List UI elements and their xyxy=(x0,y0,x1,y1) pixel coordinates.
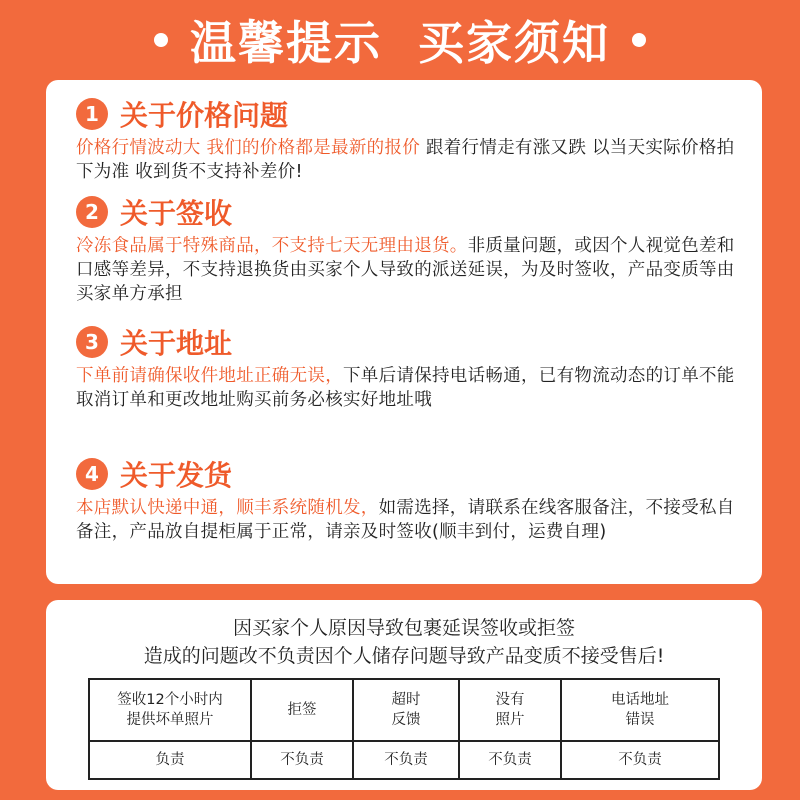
bullet-dot-icon xyxy=(154,33,168,47)
section-signing xyxy=(76,192,746,306)
notice-line-1: 因买家个人原因导致包裹延误签收或拒签 xyxy=(232,617,575,639)
section-price xyxy=(76,94,746,184)
table-row xyxy=(89,741,719,779)
section-text: 下单后请保持电话畅通，已有物流动态的订单不能取消订单和更改地址购买前务必核实好地址哦 xyxy=(76,366,735,410)
table-header-cell: 超时 反馈 xyxy=(353,679,459,741)
number-badge: 3 xyxy=(76,326,108,358)
section-text: 非质量问题，或因个人视觉色差和口感等差异，不支持退换货由买家个人导致的派送延误，为及时签收，产品变质等由买家单方承担 xyxy=(76,236,735,304)
section-body xyxy=(76,136,746,184)
section-body xyxy=(76,496,746,544)
table-cell: 不负责 xyxy=(251,741,353,779)
table-header-cell: 签收12个小时内 提供坏单照片 xyxy=(89,679,251,741)
number-badge: 4 xyxy=(76,458,108,490)
section-address xyxy=(76,322,746,412)
after-sales-card xyxy=(46,600,762,790)
number-badge: 1 xyxy=(76,98,108,130)
table-header-cell: 电话地址 错误 xyxy=(561,679,719,741)
section-highlight-text: 下单前请确保收件地址正确无误， xyxy=(76,366,343,386)
section-title: 关于签收 xyxy=(120,197,233,230)
table-header-cell: 没有 照片 xyxy=(459,679,561,741)
section-shipping xyxy=(76,454,746,544)
section-title: 关于发货 xyxy=(120,459,233,492)
notice-line-2: 造成的问题改不负责因个人储存问题导致产品变质不接受售后! xyxy=(143,645,665,667)
notice-card xyxy=(46,80,762,584)
section-highlight-text: 本店默认快递中通，顺丰系统随机发， xyxy=(76,498,379,518)
section-body xyxy=(76,234,746,306)
table-cell: 不负责 xyxy=(459,741,561,779)
table-cell: 负责 xyxy=(89,741,251,779)
section-highlight-text: 价格行情波动大 我们的价格都是最新的报价 xyxy=(76,138,421,158)
section-text: 如需选择，请联系在线客服备注，不接受私自备注，产品放自提柜属于正常，请亲及时签收(顺丰到付，运费自理) xyxy=(76,498,735,542)
section-text: 跟着行情走有涨又跌 以当天实际价格拍下为准 收到货不支持补差价! xyxy=(76,138,735,182)
section-highlight-text: 冷冻食品属于特殊商品，不支持七天无理由退货。 xyxy=(76,236,468,256)
table-header-cell: 拒签 xyxy=(251,679,353,741)
section-title: 关于价格问题 xyxy=(120,99,289,132)
table-cell: 不负责 xyxy=(561,741,719,779)
page-title: 温馨提示 买家须知 xyxy=(189,16,611,70)
section-title: 关于地址 xyxy=(120,327,233,360)
table-cell: 不负责 xyxy=(353,741,459,779)
header-banner xyxy=(0,0,800,80)
section-body xyxy=(76,364,746,412)
bullet-dot-icon xyxy=(632,33,646,47)
responsibility-table xyxy=(88,678,720,780)
number-badge: 2 xyxy=(76,196,108,228)
table-header-row xyxy=(89,679,719,741)
